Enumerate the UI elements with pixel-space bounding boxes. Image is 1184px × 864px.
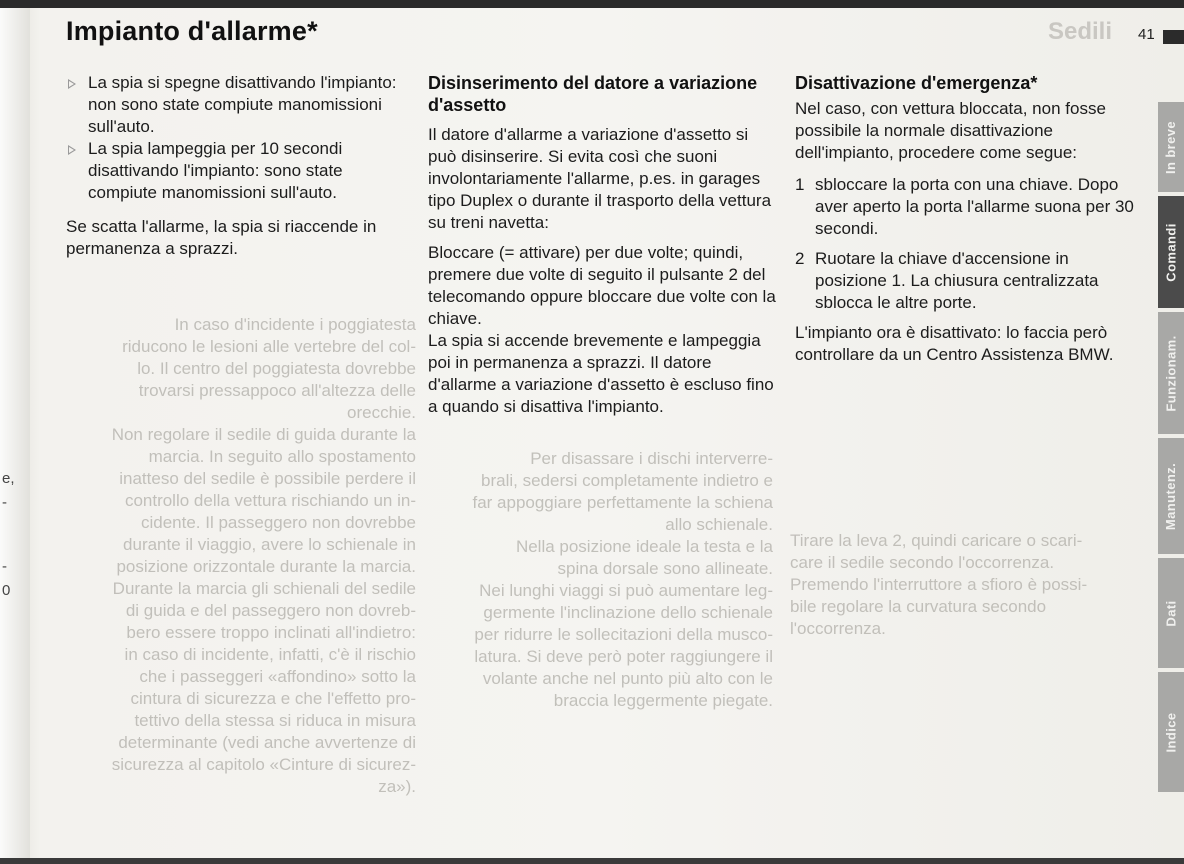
bleed-line: che i passeggeri «affondino» sotto la [139, 667, 416, 686]
bleed-line: Durante la marcia gli schienali del sedile [112, 579, 416, 598]
page-marker-bar [1163, 30, 1184, 44]
column-emergency-deactivation [795, 72, 1145, 366]
bleed-line: cidente. Il passeggero non dovrebbe [140, 513, 416, 532]
page-top-shadow [0, 0, 1184, 8]
bleed-line: di guida e del passeggero non dovreb- [125, 601, 416, 620]
left-fragment-text: - [2, 494, 7, 511]
tab-label: Indice [1163, 712, 1179, 752]
bleed-through-text [790, 530, 1135, 640]
bleed-line: marcia. In seguito allo spostamento [148, 447, 416, 466]
bleed-line: Tirare la leva 2, quindi caricare o scari- [790, 531, 1083, 550]
step-number: 2 [795, 249, 805, 268]
bleed-line: posizione orizzontale durante la marcia. [116, 557, 416, 576]
bleed-line: determinante (vedi anche avvertenze di [118, 733, 416, 752]
tab-comandi[interactable] [1158, 196, 1184, 308]
left-page-fragment [0, 8, 30, 858]
section-heading: Disattivazione d'emergenza* [795, 73, 1038, 93]
paragraph: Nel caso, con vettura bloccata, non fosse possibile la normale disattivazione dell'impianto, procedere come segue: [795, 99, 1106, 162]
step-item [795, 248, 1145, 314]
bleed-line: In caso d'incidente i poggiatesta [174, 315, 416, 334]
tab-in-breve[interactable] [1158, 102, 1184, 192]
tab-label: Funzionam. [1163, 334, 1179, 412]
bleed-line: care il sedile secondo l'occorrenza. [790, 553, 1055, 572]
bleed-line: controllo della vettura rischiando un in- [124, 491, 416, 510]
bleed-line: in caso di incidente, infatti, c'è il rischio [124, 645, 416, 664]
thumb-index-tabs [1158, 80, 1184, 800]
bleed-line: tettivo della stessa si riduca in misura [134, 711, 416, 730]
triangle-bullet-icon [68, 145, 76, 155]
bleed-line: cintura di sicurezza e che l'effetto pro- [130, 689, 416, 708]
step-number: 1 [795, 175, 805, 194]
section-heading: Disinserimento del datore a variazione d'assetto [428, 73, 758, 115]
tab-label: Dati [1163, 599, 1179, 627]
page-number: 41 [1138, 26, 1155, 43]
column-tilt-sensor [428, 72, 778, 418]
numbered-steps [795, 174, 1145, 314]
bleed-line: sicurezza al capitolo «Cinture di sicurez- [111, 755, 416, 774]
bleed-line: trovarsi pressappoco all'altezza delle [138, 381, 416, 400]
left-fragment-text: - [2, 558, 7, 575]
bleed-line: braccia leggermente piegate. [553, 691, 773, 710]
tab-manutenz[interactable] [1158, 438, 1184, 554]
bleed-line: volante anche nel punto più alto con le [482, 669, 773, 688]
tab-label: Manutenz. [1163, 462, 1179, 530]
list-item-text: La spia si spegne disattivando l'impianto: non sono state compiute manomissioni sull'auto. [88, 73, 397, 136]
bleed-line: orecchie. [347, 403, 416, 422]
bleed-through-text [66, 314, 416, 798]
left-fragment-text: e, [2, 470, 15, 487]
bleed-line: riducono le lesioni alle vertebre del col- [122, 337, 416, 356]
bleed-through-text [428, 448, 773, 712]
bleed-line: latura. Si deve però poter raggiungere il [474, 647, 773, 666]
tab-funzionam[interactable] [1158, 312, 1184, 434]
bleed-line: durante il viaggio, avere lo schienale in [123, 535, 416, 554]
paragraph: Bloccare (= attivare) per due volte; quindi, premere due volte di seguito il pulsante 2 del telecomando oppure bloccare due volte con la chiave. [428, 243, 776, 328]
list-item-text: La spia lampeggia per 10 secondi disattivando l'impianto: sono state compiute manomissioni sull'auto. [88, 139, 343, 202]
bleed-line: per ridurre le sollecitazioni della musco- [474, 625, 773, 644]
bleed-line: Nella posizione ideale la testa e la [515, 537, 773, 556]
triangle-bullet-icon [68, 79, 76, 89]
bleed-line: brali, sedersi completamente indietro e [481, 471, 773, 490]
bleed-line: za»). [378, 777, 416, 796]
alarm-note: Se scatta l'allarme, la spia si riaccende in permanenza a sprazzi. [66, 217, 377, 258]
left-fragment-text: 0 [2, 582, 11, 599]
list-item [66, 72, 416, 138]
page-title: Impianto d'allarme* [66, 16, 318, 46]
running-head: Sedili [1048, 18, 1113, 45]
bleed-line: Non regolare il sedile di guida durante la [111, 425, 416, 444]
bleed-line: spina dorsale sono allineate. [557, 559, 773, 578]
page-bottom-shadow [0, 858, 1184, 864]
bleed-line: l'occorrenza. [790, 619, 886, 638]
tab-dati[interactable] [1158, 558, 1184, 668]
bleed-line: allo schienale. [665, 515, 773, 534]
paragraph: Il datore d'allarme a variazione d'assetto si può disinserire. Si evita così che suoni involontariamente l'allarme, p.es. in garages tipo Duplex o durante il trasporto della vettura su treni navetta: [428, 125, 772, 232]
paragraph: La spia si accende brevemente e lampeggia poi in permanenza a sprazzi. Il datore d'allarme a variazione d'assetto è escluso fino a quando si disattiva l'impianto. [428, 331, 774, 416]
bleed-line: lo. Il centro del poggiatesta dovrebbe [137, 359, 416, 378]
step-item [795, 174, 1145, 240]
step-text: Ruotare la chiave d'accensione in posizione 1. La chiusura centralizzata sblocca le altre porte. [815, 249, 1099, 312]
bleed-line: far appoggiare perfettamente la schiena [472, 493, 773, 512]
bleed-line: Nei lunghi viaggi si può aumentare leg- [479, 581, 773, 600]
bleed-line: germente l'inclinazione dello schienale [483, 603, 773, 622]
paragraph: L'impianto ora è disattivato: lo faccia però controllare da un Centro Assistenza BMW. [795, 323, 1114, 364]
step-text: sbloccare la porta con una chiave. Dopo aver aperto la porta l'allarme suona per 30 secondi. [815, 175, 1134, 238]
tab-label: Comandi [1163, 222, 1179, 282]
tab-label: In breve [1163, 120, 1179, 174]
bleed-line: inatteso del sedile è possibile perdere il [119, 469, 416, 488]
tab-indice[interactable] [1158, 672, 1184, 792]
column-alarm-light [66, 72, 416, 260]
bullet-list [66, 72, 416, 204]
list-item [66, 138, 416, 204]
bleed-line: Premendo l'interruttore a sfioro è possi- [790, 575, 1088, 594]
bleed-line: Per disassare i dischi interverre- [530, 449, 773, 468]
bleed-line: bero essere troppo inclinati all'indietro: [126, 623, 416, 642]
bleed-line: bile regolare la curvatura secondo [790, 597, 1047, 616]
